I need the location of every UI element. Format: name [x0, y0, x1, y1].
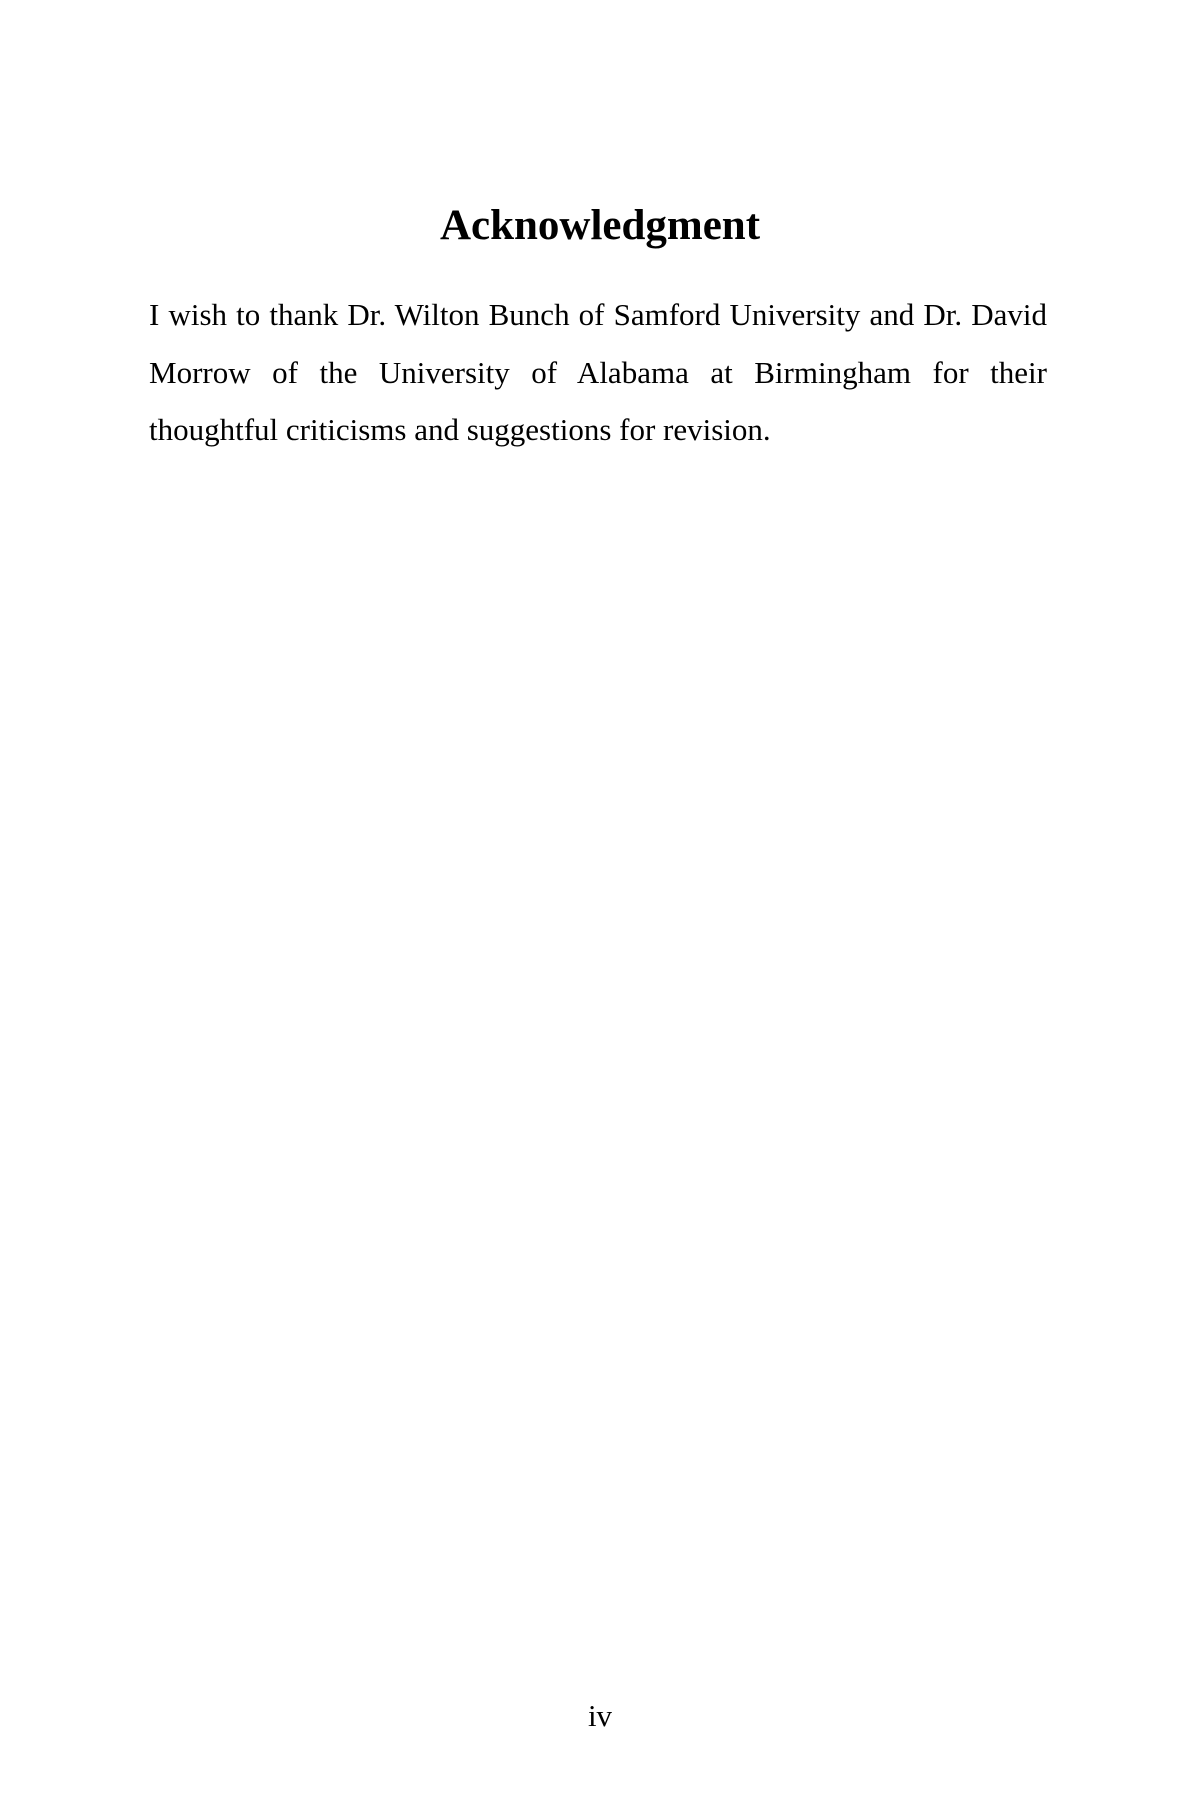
acknowledgment-paragraph: I wish to thank Dr. Wilton Bunch of Samford University and Dr. David Morrow of the University of Alabama at Birmingham for their thoughtful criticisms and suggestions for revision.: [149, 297, 1047, 447]
page-title: Acknowledgment: [439, 202, 761, 249]
page-number: iv: [587, 1698, 613, 1733]
